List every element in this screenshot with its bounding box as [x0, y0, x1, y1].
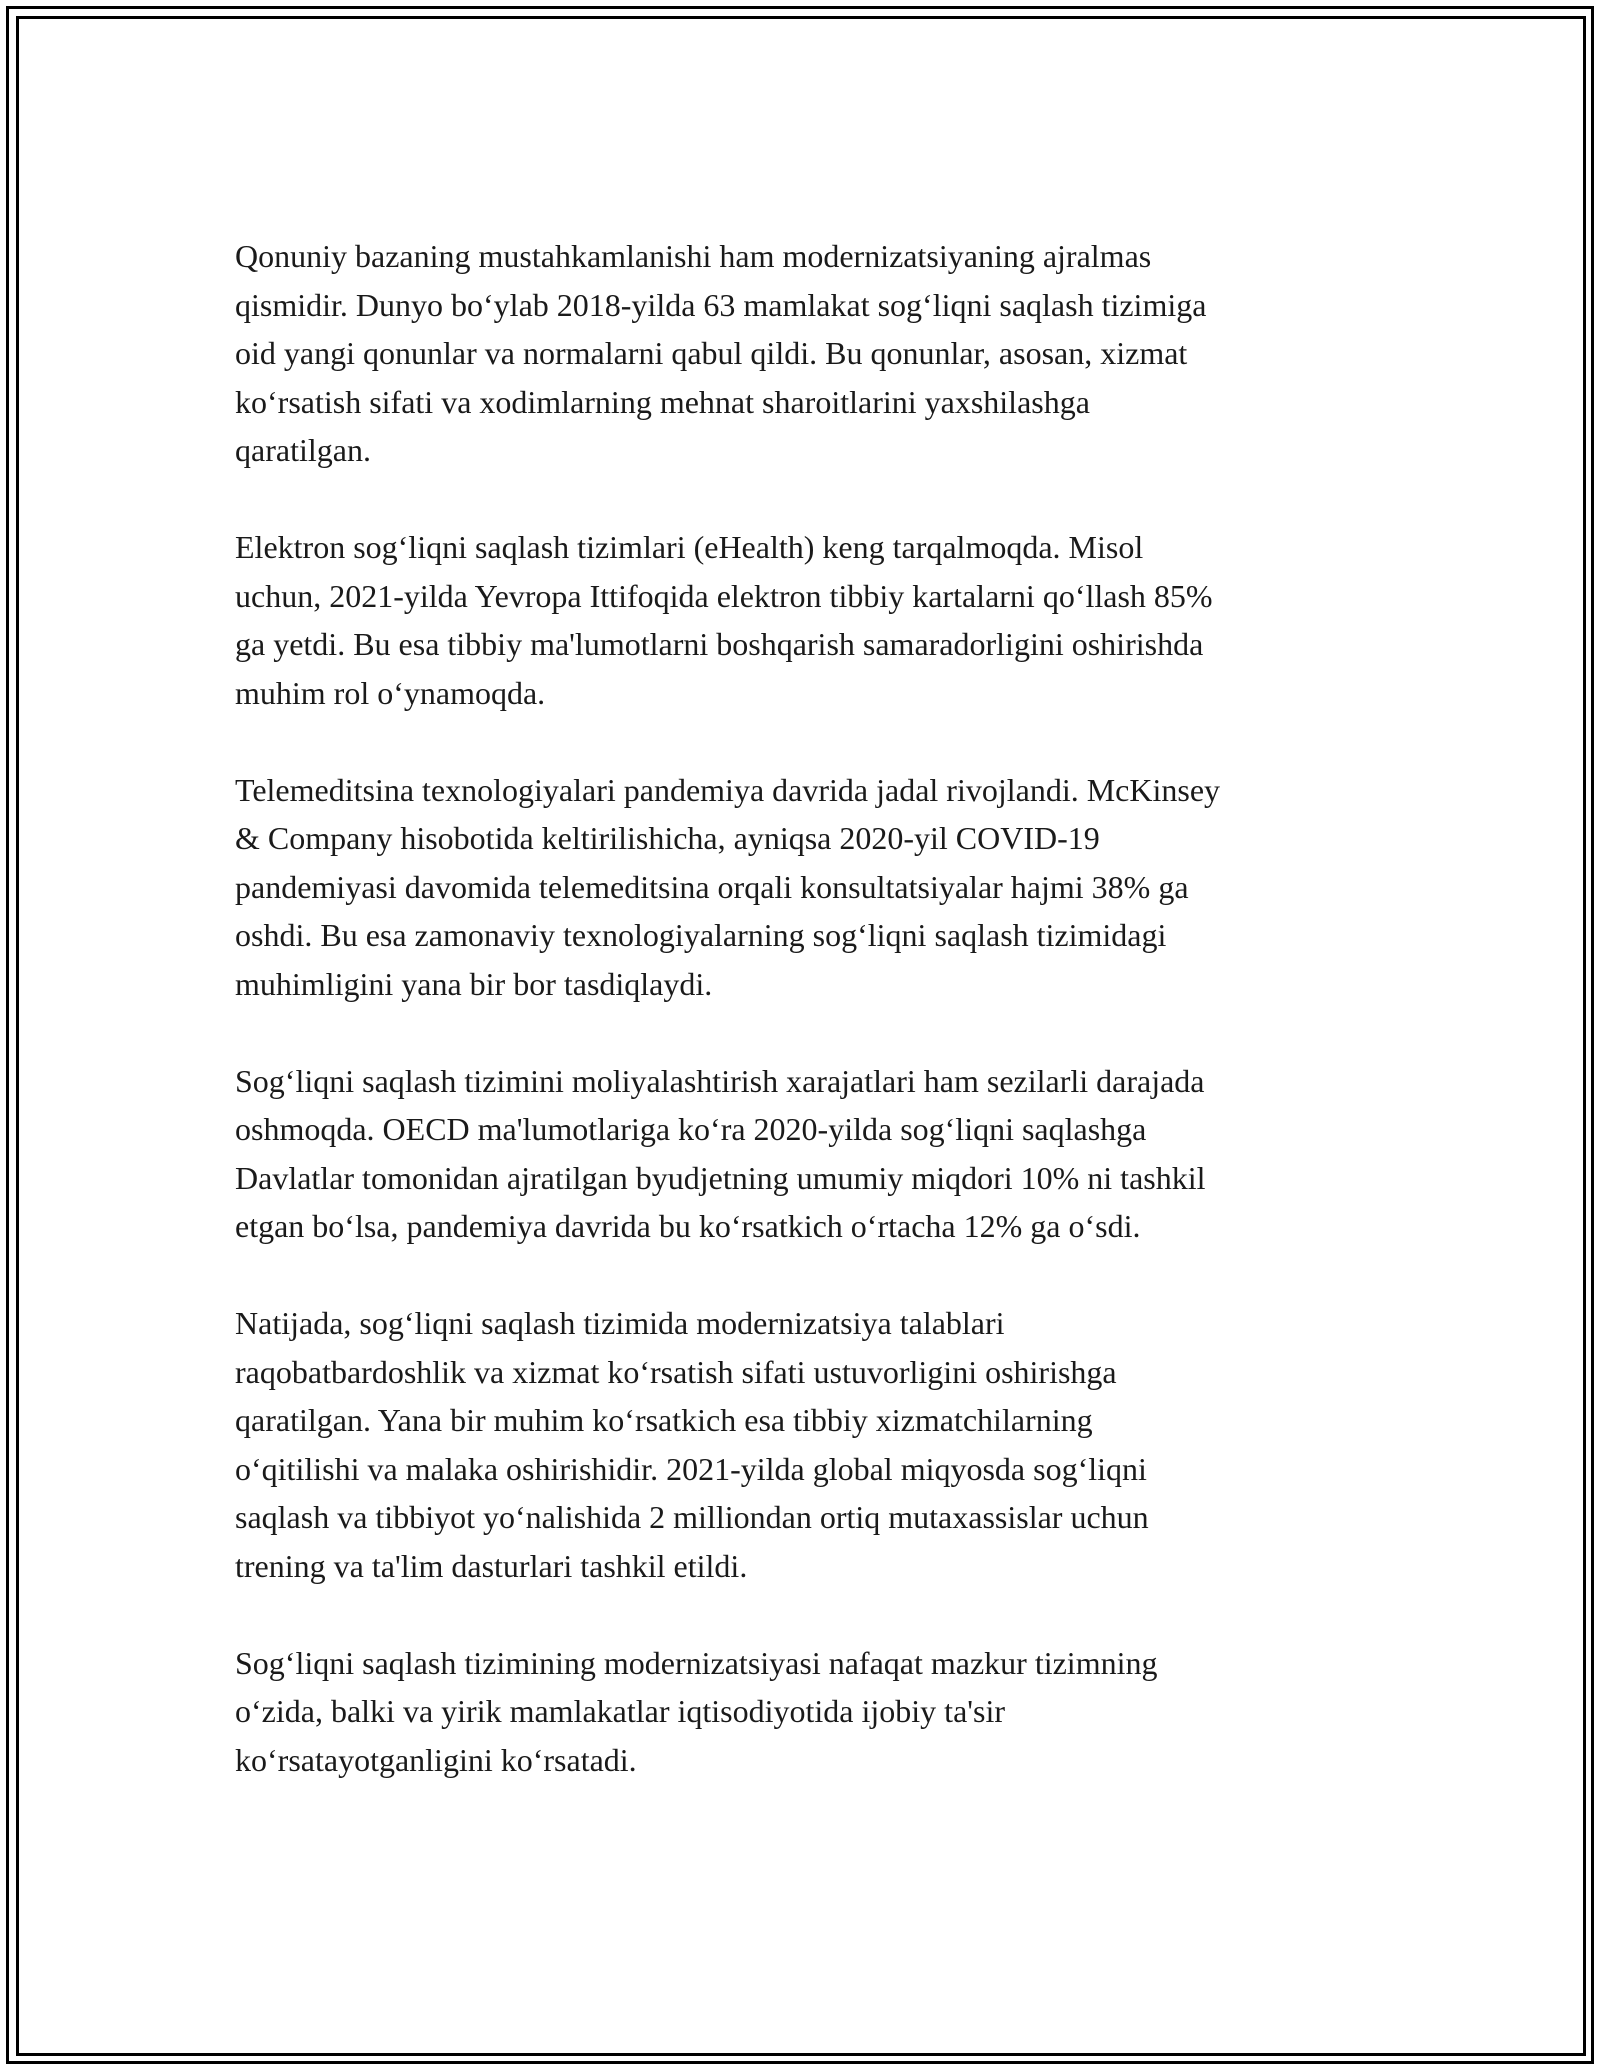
paragraph-legal-base [235, 232, 1375, 475]
text-line: Davlatlar tomonidan ajratilgan byudjetning umumiy miqdori 10% ni tashkil [235, 1159, 1206, 1196]
text-line: qaratilgan. [235, 432, 371, 468]
text-line: ga yetdi. Bu esa tibbiy ma'lumotlarni boshqarish samaradorligini oshirishda [235, 626, 1204, 662]
text-line: qismidir. Dunyo bo‘ylab 2018-yilda 63 mamlakat sog‘liqni saqlash tizimiga [235, 286, 1207, 323]
text-line: qaratilgan. Yana bir muhim ko‘rsatkich esa tibbiy xizmatchilarning [235, 1402, 1093, 1438]
paragraph-results-training [235, 1299, 1375, 1590]
text-line: uchun, 2021-yilda Yevropa Ittifoqida elektron tibbiy kartalarni qo‘llash 85% [235, 577, 1213, 614]
paragraph-ehealth [235, 523, 1375, 717]
paragraph-financing [235, 1057, 1375, 1251]
text-line: Sog‘liqni saqlash tizimini moliyalashtirish xarajatlari ham sezilarli darajada [235, 1062, 1205, 1099]
text-line: Qonuniy bazaning mustahkamlanishi ham modernizatsiyaning ajralmas [235, 238, 1152, 274]
paragraph-conclusion [235, 1639, 1375, 1785]
text-line: saqlash va tibbiyot yo‘nalishida 2 milliondan ortiq mutaxassislar uchun [235, 1499, 1149, 1535]
text-line: oshmoqda. OECD ma'lumotlariga ko‘ra 2020-yilda sog‘liqni saqlashga [235, 1111, 1147, 1147]
text-line: Natijada, sog‘liqni saqlash tizimida modernizatsiya talablari [235, 1305, 1005, 1341]
text-line: raqobatbardoshlik va xizmat ko‘rsatish sifati ustuvorligini oshirishga [235, 1353, 1117, 1390]
text-line: etgan bo‘lsa, pandemiya davrida bu ko‘rsatkich o‘rtacha 12% ga o‘sdi. [235, 1208, 1141, 1244]
text-line: oshdi. Bu esa zamonaviy texnologiyalarning sog‘liqni saqlash tizimidagi [235, 917, 1167, 953]
text-line: muhimligini yana bir bor tasdiqlaydi. [235, 965, 713, 1002]
text-line: muhim rol o‘ynamoqda. [235, 674, 546, 711]
text-line: Telemeditsina texnologiyalari pandemiya davrida jadal rivojlandi. McKinsey [235, 771, 1221, 808]
text-line: pandemiyasi davomida telemeditsina orqali konsultatsiyalar hajmi 38% ga [235, 868, 1189, 905]
text-line: o‘qitilishi va malaka oshirishidir. 2021-yilda global miqyosda sog‘liqni [235, 1450, 1147, 1487]
text-line: Elektron sog‘liqni saqlash tizimlari (eHealth) keng tarqalmoqda. Misol [235, 529, 1144, 565]
text-line: oid yangi qonunlar va normalarni qabul qildi. Bu qonunlar, asosan, xizmat [235, 335, 1188, 371]
text-line: Sog‘liqni saqlash tizimining modernizatsiyasi nafaqat mazkur tizimning [235, 1644, 1158, 1681]
text-line: ko‘rsatish sifati va xodimlarning mehnat sharoitlarini yaxshilashga [235, 383, 1090, 420]
text-line: & Company hisobotida keltirilishicha, ayniqsa 2020-yil COVID-19 [235, 820, 1100, 856]
document-body [235, 232, 1375, 1833]
text-line: trening va ta'lim dasturlari tashkil etildi. [235, 1547, 748, 1584]
text-line: ko‘rsatayotganligini ko‘rsatadi. [235, 1741, 637, 1778]
text-line: o‘zida, balki va yirik mamlakatlar iqtisodiyotida ijobiy ta'sir [235, 1693, 1006, 1729]
paragraph-telemedicine [235, 766, 1375, 1009]
